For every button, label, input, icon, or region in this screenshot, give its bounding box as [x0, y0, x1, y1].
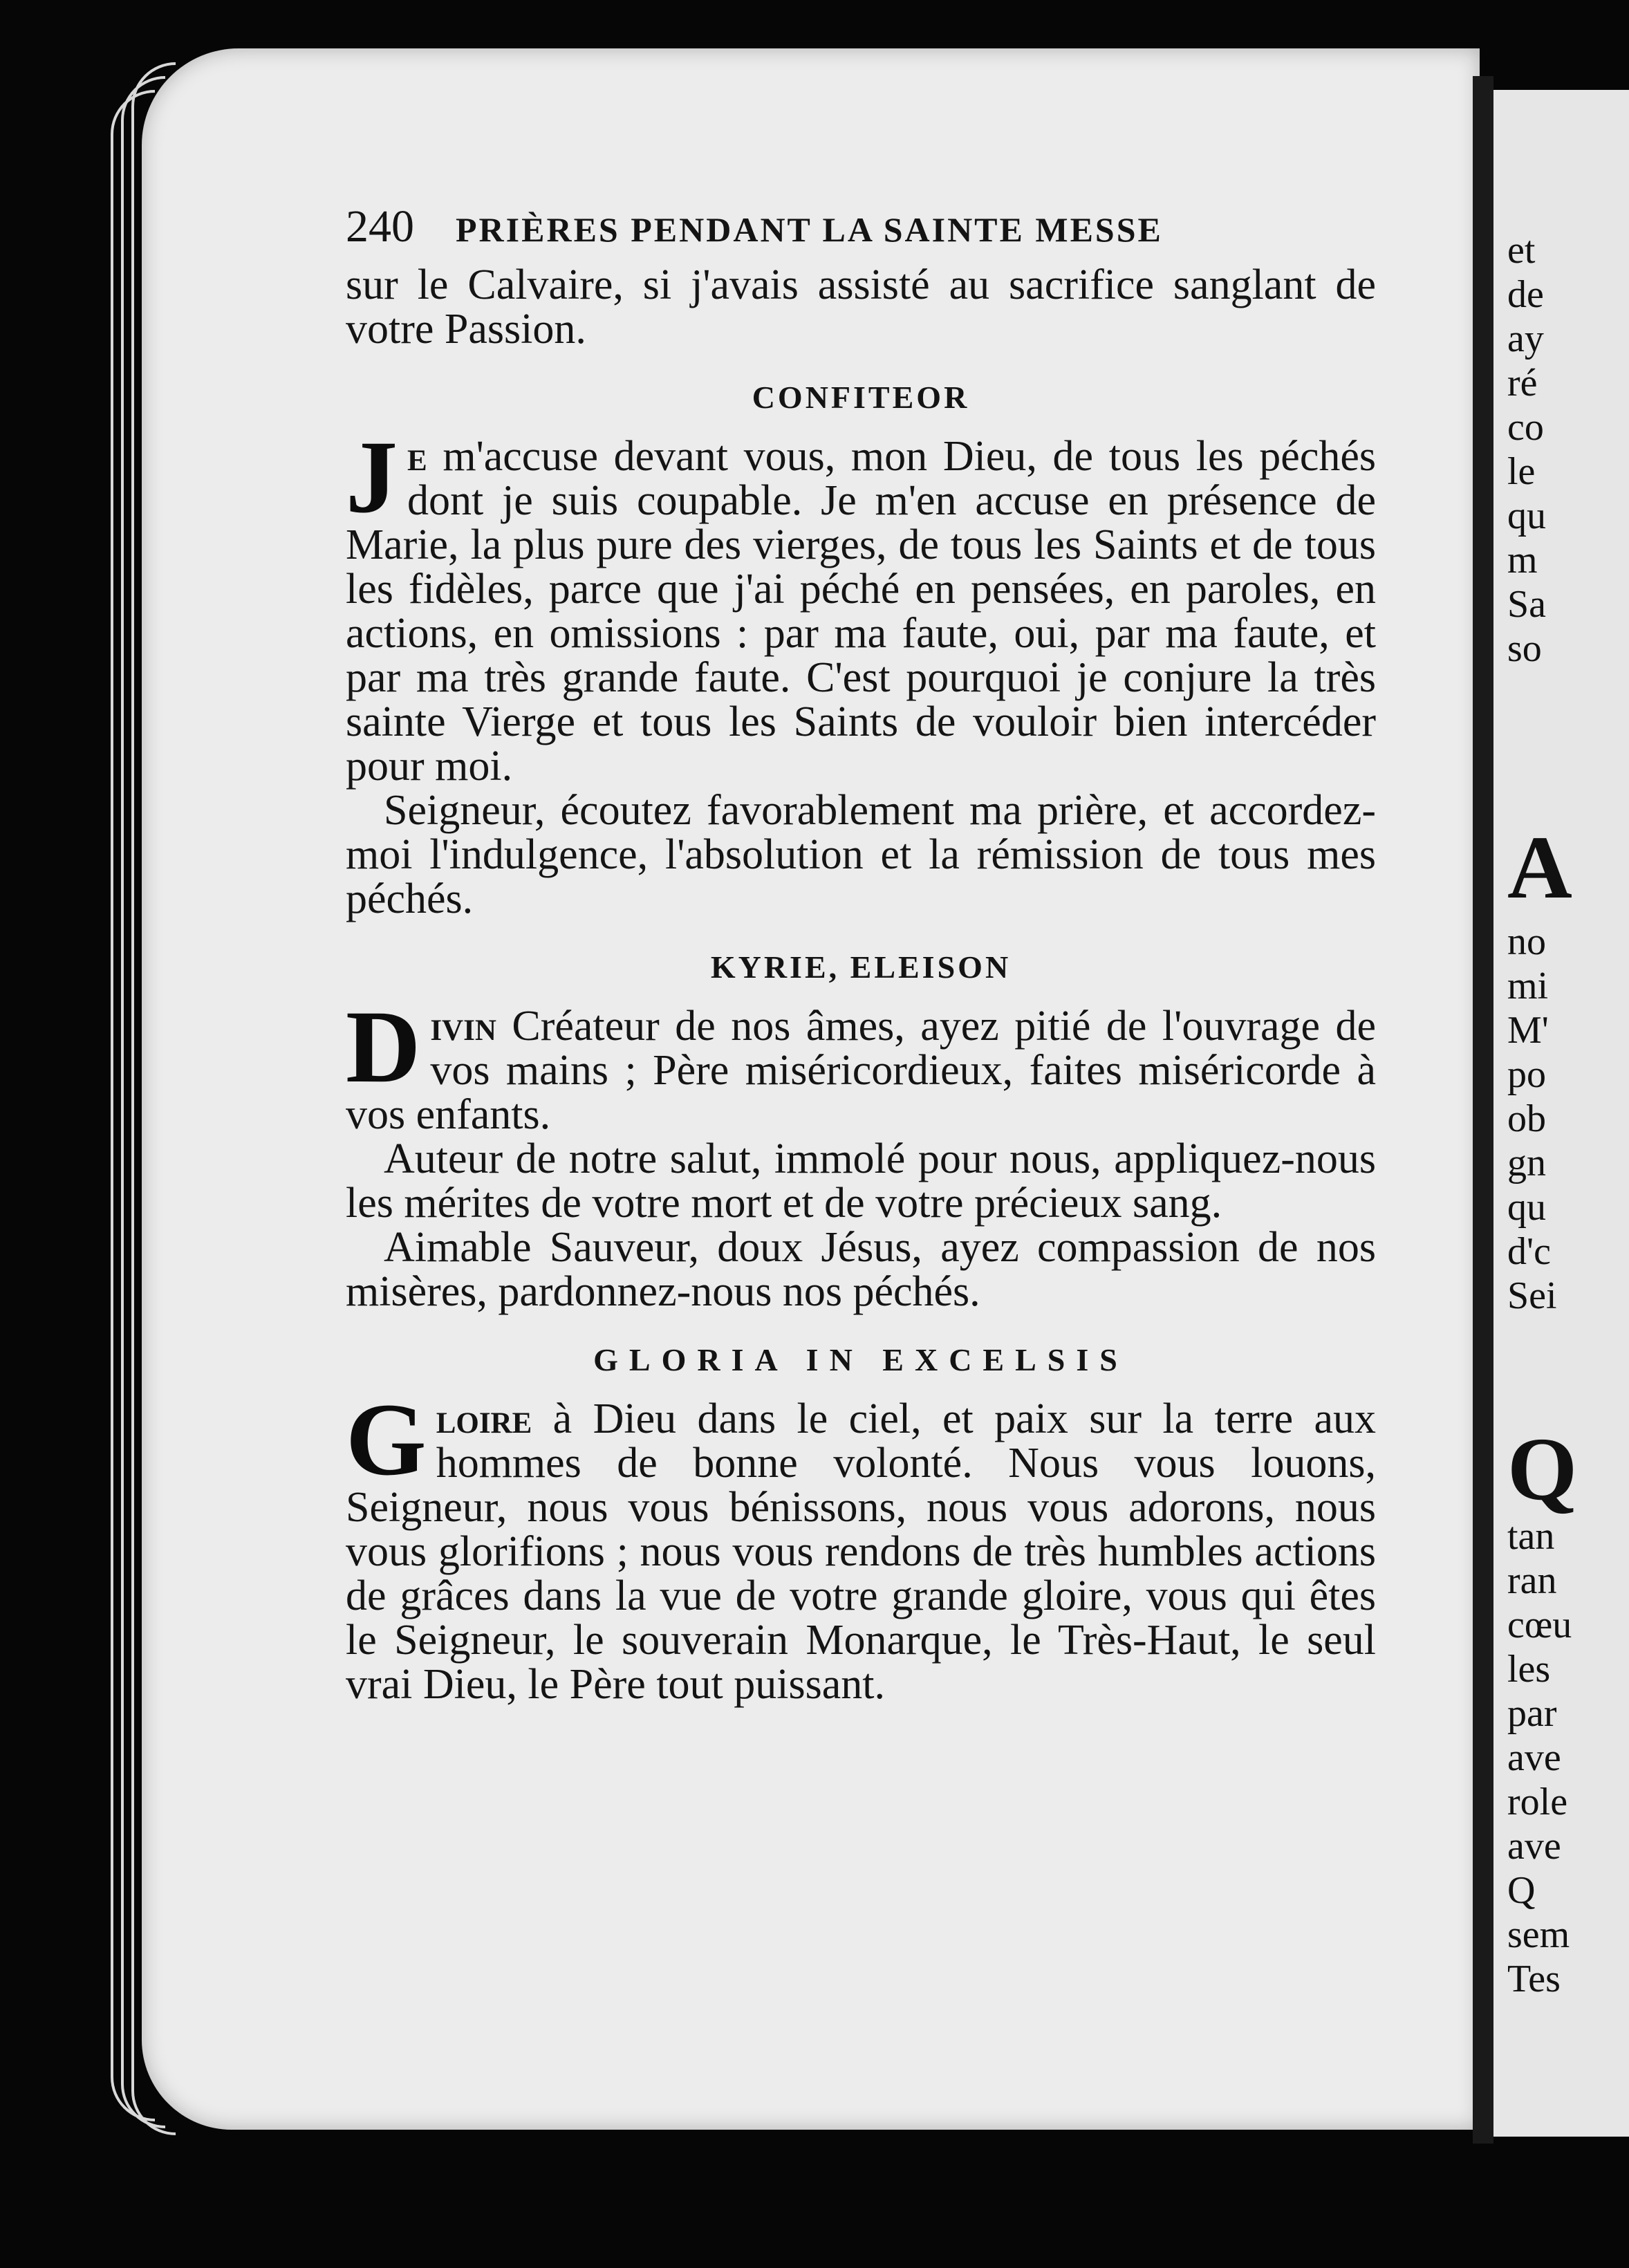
facing-page-fragment: ran — [1507, 1559, 1557, 1602]
lead-word: e — [407, 433, 427, 480]
facing-page-fragment: M' — [1507, 1009, 1549, 1052]
section-title-gloria: GLORIA IN EXCELSIS — [593, 1342, 1128, 1377]
facing-page-fragment: ave — [1507, 1825, 1561, 1868]
section-title-confiteor: CONFITEOR — [752, 380, 970, 415]
facing-page-fragment: Sa — [1507, 583, 1546, 626]
paragraph-text: à Dieu dans le ciel, et paix sur la terre aux hommes de bonne volonté. Nous vous louons, Seigneur, nous vous bénissons, nous vous adorons, nous vous glorifions ; nous vous rendons de très humbles actions de grâces dans la vue de votre grande gloire, vous qui êtes le Seigneur, le souverain Monarque, le Très-Haut, le seul vrai Dieu, le Père tout puissant. — [346, 1395, 1376, 1708]
facing-page-fragment: par — [1507, 1692, 1557, 1735]
page-content — [346, 201, 1376, 1707]
confiteor-paragraph-2: Seigneur, écoutez favorablement ma prière, et accordez-moi l'indulgence, l'absolution et la rémission de tous mes péchés. — [346, 787, 1376, 922]
opening-paragraph: sur le Calvaire, si j'avais assisté au sacrifice sanglant de votre Passion. — [346, 261, 1376, 353]
facing-page-fragment: gn — [1507, 1142, 1546, 1184]
facing-page-fragment: ré — [1507, 362, 1538, 405]
facing-page-fragment: ave — [1507, 1736, 1561, 1779]
facing-page-fragment: le — [1507, 450, 1536, 493]
facing-page-fragment: Q — [1507, 1869, 1536, 1912]
paragraph-text: Créateur de nos âmes, ayez pitié de l'ouvrage de vos mains ; Père miséricordieux, faites miséricorde à vos enfants. — [346, 1003, 1376, 1138]
facing-page-fragment: m — [1507, 539, 1538, 582]
facing-page-initial: A — [1507, 818, 1572, 918]
facing-page-fragment: co — [1507, 406, 1544, 449]
lead-word: ivin — [430, 1003, 496, 1050]
facing-page-fragment: sem — [1507, 1913, 1570, 1956]
facing-page-fragment: so — [1507, 627, 1542, 670]
facing-page-fragment: qu — [1507, 1186, 1546, 1229]
kyrie-paragraph-1 — [346, 989, 1376, 1138]
drop-cap-initial: J — [346, 420, 398, 535]
facing-page-fragment: Tes — [1507, 1958, 1561, 2000]
kyrie-paragraph-2: Auteur de notre salut, immolé pour nous, appliquez-nous les mérites de votre mort et de votre précieux sang. — [346, 1135, 1376, 1227]
facing-page-fragment: d'c — [1507, 1230, 1551, 1273]
confiteor-paragraph-1 — [346, 420, 1376, 790]
paragraph-text: m'accuse devant vous, mon Dieu, de tous les péchés dont je suis coupable. Je m'en accuse en présence de Marie, la plus pure des vierges, de tous les Saints et de tous les fidèles, parce que j'ai péché en pensées, en paroles, en actions, en omissions : par ma faute, oui, par ma faute, et par ma très grande faute. C'est pourquoi je conjure la très sainte Vierge et tous les Saints de vouloir bien intercéder pour moi. — [346, 433, 1376, 790]
facing-page-fragment: no — [1507, 920, 1546, 963]
kyrie-paragraph-3: Aimable Sauveur, doux Jésus, ayez compassion de nos misères, pardonnez-nous nos péchés. — [346, 1224, 1376, 1315]
facing-page-fragment: tan — [1507, 1515, 1555, 1558]
gloria-paragraph-1 — [346, 1382, 1376, 1708]
facing-page-fragment: po — [1507, 1053, 1546, 1096]
facing-page — [1493, 90, 1629, 2137]
facing-page-initial: Q — [1507, 1420, 1578, 1519]
page-number: 240 — [346, 201, 414, 252]
facing-page-fragment: et — [1507, 229, 1536, 272]
section-title-kyrie: KYRIE, ELEISON — [710, 949, 1012, 985]
facing-page-fragment: mi — [1507, 965, 1549, 1007]
page-header — [346, 201, 1376, 263]
running-title: PRIÈRES PENDANT LA SAINTE MESSE — [456, 210, 1163, 249]
facing-page-fragment: de — [1507, 273, 1544, 316]
facing-page-fragment: Sei — [1507, 1274, 1557, 1317]
facing-page-fragment: ay — [1507, 317, 1544, 360]
drop-cap-initial: D — [346, 989, 421, 1104]
drop-cap-initial: G — [346, 1382, 427, 1497]
facing-page-fragment: cœu — [1507, 1604, 1572, 1646]
facing-page-fragment: ob — [1507, 1097, 1546, 1140]
facing-page-fragment: role — [1507, 1781, 1568, 1823]
lead-word: loire — [436, 1395, 532, 1442]
book-gutter — [1473, 76, 1493, 2144]
facing-page-fragment: qu — [1507, 494, 1546, 537]
facing-page-fragment: les — [1507, 1648, 1551, 1691]
